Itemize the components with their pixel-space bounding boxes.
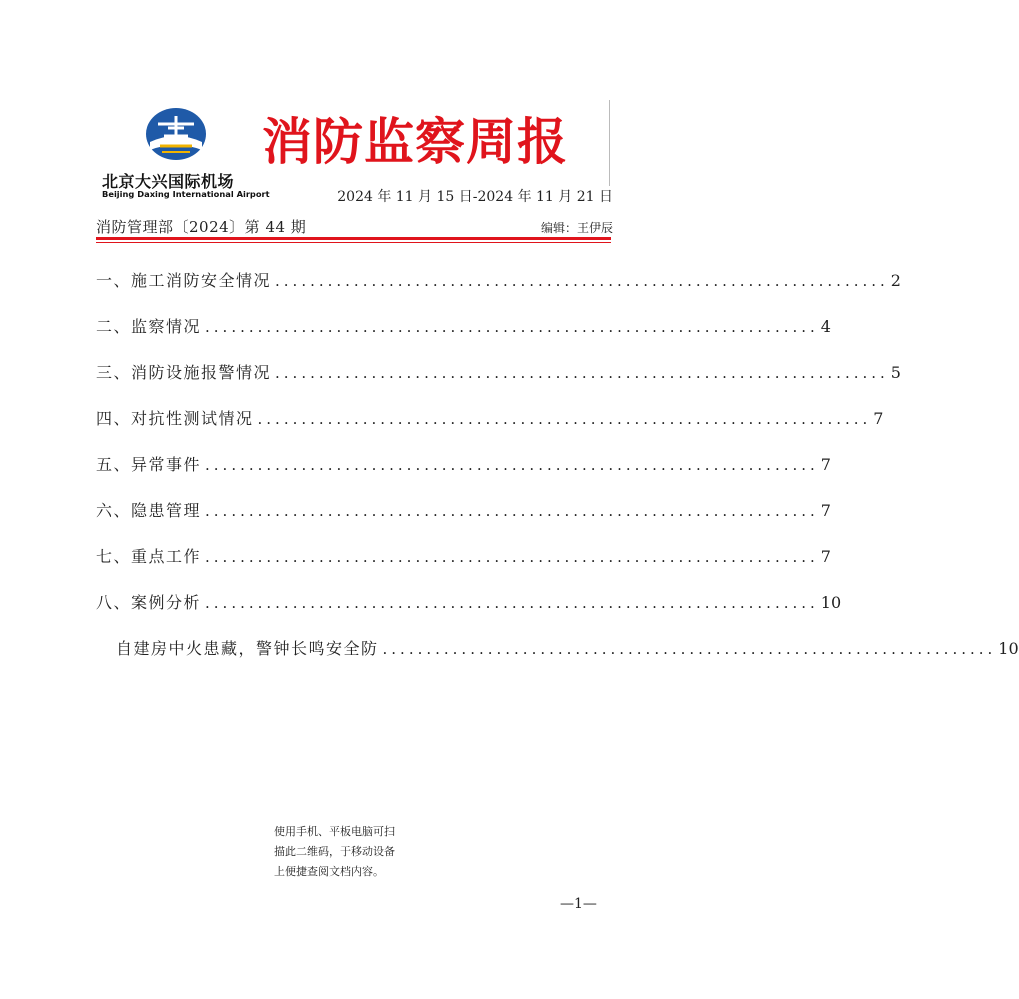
date-range: 2024 年 11 月 15 日-2024 年 11 月 21 日 <box>337 189 613 205</box>
toc-item-label: 八、案例分析 <box>96 593 202 612</box>
toc-item-page: 2 <box>890 271 901 290</box>
toc-item-label: 三、消防设施报警情况 <box>96 363 272 382</box>
toc-item-page: 10 <box>820 593 842 612</box>
toc-item-label: 一、施工消防安全情况 <box>96 271 272 290</box>
toc-leader-dots: ...................................................................... <box>257 410 872 428</box>
toc-item-label: 七、重点工作 <box>96 547 202 566</box>
toc-item-page: 5 <box>890 363 901 382</box>
toc-item-page: 7 <box>820 501 831 520</box>
publication-title: 消防监察周报 <box>262 112 568 171</box>
toc-item-label: 五、异常事件 <box>96 455 202 474</box>
toc-item-page: 4 <box>820 317 831 336</box>
toc-item[interactable] <box>96 406 884 452</box>
qr-instructions-line: 描此二维码，于移动设备 <box>274 845 395 858</box>
editor-name: 编辑：王伊辰 <box>540 221 613 235</box>
toc-item-label: 四、对抗性测试情况 <box>96 409 254 428</box>
toc-leader-dots: ...................................................................... <box>275 364 889 382</box>
qr-instructions <box>274 822 424 882</box>
logo-name-en: Beijing Daxing International Airport <box>102 189 270 199</box>
toc-leader-dots: ...................................................................... <box>205 318 819 336</box>
toc-item[interactable] <box>96 268 901 314</box>
toc-leader-dots: ...................................................................... <box>205 456 819 474</box>
qr-instructions-line: 使用手机、平板电脑可扫 <box>274 825 395 838</box>
toc-leader-dots: ...................................................................... <box>275 272 889 290</box>
page-number: —1— <box>560 896 597 912</box>
qr-instructions-line: 上便捷查阅文档内容。 <box>274 865 384 878</box>
header-rule-thick <box>96 237 611 240</box>
toc-item-page: 10 <box>998 639 1019 658</box>
toc-item[interactable] <box>96 498 831 544</box>
logo-name-cn: 北京大兴国际机场 <box>102 172 235 191</box>
toc-item-page: 7 <box>820 547 831 566</box>
header-rule-thin <box>96 242 611 243</box>
title-divider <box>609 100 610 186</box>
toc-item-page: 7 <box>820 455 831 474</box>
toc-leader-dots: ...................................................................... <box>205 548 819 566</box>
toc-item-label: 自建房中火患藏，警钟长鸣安全防 <box>116 639 379 658</box>
table-of-contents <box>96 268 1019 682</box>
toc-item[interactable] <box>96 314 831 360</box>
toc-item-label: 六、隐患管理 <box>96 501 202 520</box>
toc-leader-dots: ...................................................................... <box>205 594 819 612</box>
toc-item[interactable] <box>96 452 831 498</box>
toc-item[interactable] <box>96 590 842 636</box>
toc-item-label: 二、监察情况 <box>96 317 202 336</box>
toc-item-page: 7 <box>873 409 884 428</box>
toc-subitem[interactable] <box>96 636 1019 682</box>
toc-leader-dots: ...................................................................... <box>205 502 819 520</box>
airport-logo-icon <box>144 106 208 162</box>
issue-number: 消防管理部〔2024〕第 44 期 <box>96 218 307 236</box>
toc-item[interactable] <box>96 360 901 406</box>
toc-item[interactable] <box>96 544 831 590</box>
toc-leader-dots: ...................................................................... <box>382 640 997 658</box>
airport-logo <box>100 106 270 199</box>
